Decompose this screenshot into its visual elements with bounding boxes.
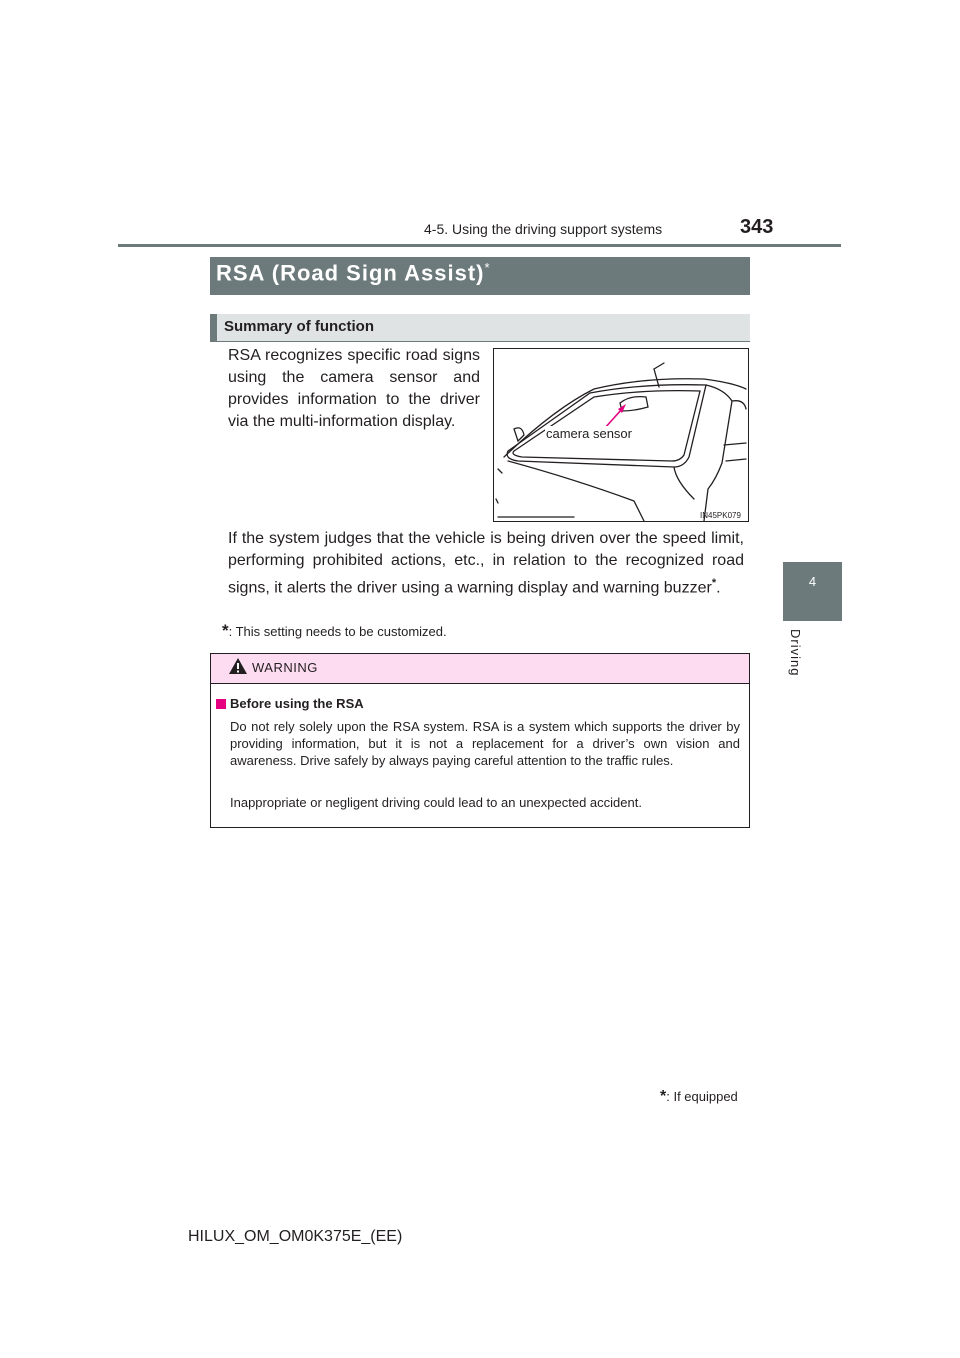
note-marker: *: [222, 621, 229, 640]
warning-triangle-icon: [228, 657, 248, 675]
customize-note: [222, 621, 447, 641]
note-text: : This setting needs to be customized.: [228, 624, 447, 639]
footnote-text: : If equipped: [666, 1089, 738, 1104]
header-divider: [118, 244, 841, 247]
footnote-marker-2: *: [660, 1088, 667, 1105]
chapter-label: Driving: [788, 629, 803, 677]
page-title-text: RSA (Road Sign Assist): [216, 260, 485, 286]
chapter-number: 4: [808, 574, 817, 589]
warning-title: WARNING: [252, 660, 318, 675]
summary-heading-accent: [210, 314, 217, 341]
title-marker: *: [484, 260, 491, 275]
chapter-tab: [783, 562, 842, 621]
warning-body-2: Inappropriate or negligent driving could lead to an unexpected accident.: [230, 795, 642, 810]
body-paragraph-text: If the system judges that the vehicle is being driven over the speed limit, performing prohibited actions, etc., in relation to the recognized road signs, it alerts the driver using a warning display and warning buzzer: [228, 530, 744, 597]
page-number: 343: [740, 216, 774, 238]
footnote-marker: *: [711, 577, 717, 589]
bullet-square-icon: [216, 699, 226, 709]
warning-body: Do not rely solely upon the RSA system. RSA is a system which supports the driver by providing information, but it is not a replacement for a driver’s own vision and awareness. Drive safely by always paying careful attention to the traffic rules.: [230, 719, 740, 768]
figure-code: IN45PK079: [700, 511, 741, 520]
body-paragraph-end: .: [716, 579, 721, 597]
body-paragraph: [228, 528, 744, 599]
document-code: HILUX_OM_OM0K375E_(EE): [188, 1228, 403, 1245]
warning-item-text: Before using the RSA: [230, 696, 364, 711]
warning-item-title: [216, 696, 364, 711]
page-title: [216, 260, 491, 286]
figure-label: camera sensor: [546, 426, 632, 441]
intro-paragraph: RSA recognizes specific road signs using the camera sensor and provides information to the driver via the multi-information display.: [228, 347, 480, 430]
section-title: 4-5. Using the driving support systems: [424, 221, 663, 237]
equipped-footnote: [660, 1088, 738, 1106]
summary-heading: Summary of function: [224, 318, 375, 335]
